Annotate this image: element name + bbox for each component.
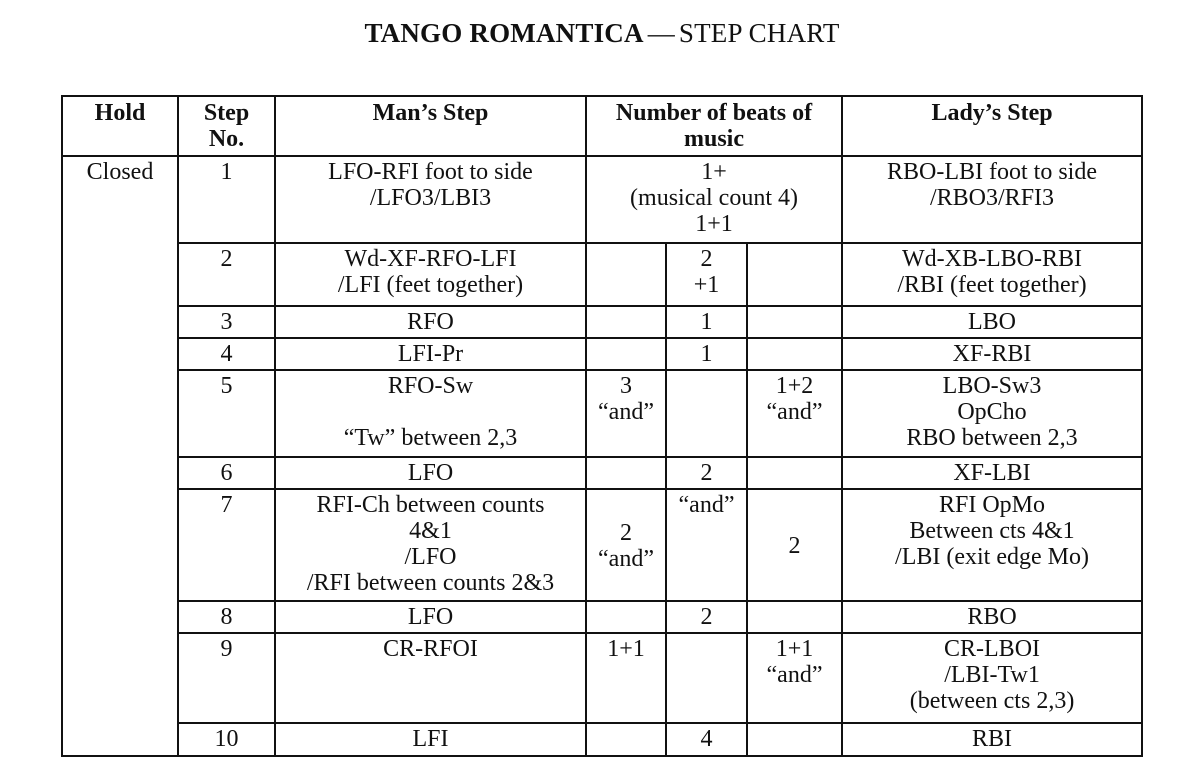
cell-line: RBO-LBI foot to side bbox=[887, 159, 1098, 185]
step-number-cell bbox=[178, 156, 275, 243]
cell-line: LBO-Sw3 bbox=[942, 373, 1042, 399]
ladys-step-cell bbox=[842, 633, 1142, 723]
cell-line: (musical count 4) bbox=[630, 185, 798, 211]
step-number: 4 bbox=[220, 341, 233, 367]
ladys-step-cell bbox=[842, 156, 1142, 243]
cell-line: /LFO3/LBI3 bbox=[369, 185, 492, 211]
ladys-step-cell bbox=[842, 306, 1142, 338]
beats-center-cell bbox=[666, 243, 747, 306]
cell-line: (between cts 2,3) bbox=[909, 688, 1075, 714]
cell-line: LFI-Pr bbox=[397, 341, 464, 367]
cell-line: “Tw” between 2,3 bbox=[343, 425, 518, 451]
step-number-cell bbox=[178, 633, 275, 723]
step-number-cell bbox=[178, 723, 275, 756]
beats-right-cell bbox=[747, 370, 842, 457]
header-row bbox=[62, 96, 1142, 156]
step-number: 10 bbox=[214, 726, 239, 752]
cell-line: “and” bbox=[678, 492, 735, 518]
beats-left-cell bbox=[586, 306, 666, 338]
cell-line: XF-RBI bbox=[952, 341, 1032, 367]
cell-line: CR-LBOI bbox=[944, 636, 1041, 662]
cell-line: CR-RFOI bbox=[383, 636, 478, 662]
beats-left-cell bbox=[586, 723, 666, 756]
cell-line: RFO bbox=[407, 309, 454, 335]
step-chart-table bbox=[61, 95, 1143, 757]
table-row bbox=[62, 601, 1142, 633]
cell-line: 1 bbox=[700, 309, 713, 335]
table-row bbox=[62, 723, 1142, 756]
beats-center-cell bbox=[666, 489, 747, 601]
step-number: 8 bbox=[220, 604, 233, 630]
step-number-cell bbox=[178, 338, 275, 370]
beats-right-cell bbox=[747, 723, 842, 756]
cell-line: 2 bbox=[700, 246, 713, 272]
mans-step-cell bbox=[275, 156, 586, 243]
beats-center-cell bbox=[666, 306, 747, 338]
step-number: 2 bbox=[220, 246, 233, 272]
cell-line: LFO bbox=[407, 604, 454, 630]
table-row bbox=[62, 370, 1142, 457]
beats-center-cell bbox=[666, 370, 747, 457]
ladys-step-cell bbox=[842, 601, 1142, 633]
beats-center-cell bbox=[666, 457, 747, 489]
cell-line: 1+1 bbox=[607, 636, 645, 662]
cell-line: “and” bbox=[766, 662, 823, 688]
cell-line: /LBI-Tw1 bbox=[944, 662, 1040, 688]
step-number-cell bbox=[178, 370, 275, 457]
cell-line: 2 bbox=[620, 519, 632, 546]
header-hold: Hold bbox=[62, 96, 178, 156]
step-number-cell bbox=[178, 489, 275, 601]
beats-right-cell bbox=[747, 601, 842, 633]
ladys-step-cell bbox=[842, 457, 1142, 489]
beats-center-cell bbox=[666, 338, 747, 370]
mans-step-cell bbox=[275, 601, 586, 633]
step-number: 6 bbox=[220, 460, 233, 486]
step-number: 1 bbox=[220, 159, 233, 185]
step-number: 7 bbox=[220, 492, 233, 518]
cell-line: /LBI (exit edge Mo) bbox=[895, 544, 1089, 570]
cell-line: /LFO bbox=[404, 544, 457, 570]
step-number: 3 bbox=[220, 309, 233, 335]
mans-step-cell bbox=[275, 306, 586, 338]
mans-step-cell bbox=[275, 243, 586, 306]
step-number: 9 bbox=[220, 636, 233, 662]
step-number-cell bbox=[178, 457, 275, 489]
ladys-step-cell bbox=[842, 243, 1142, 306]
title-separator: — bbox=[647, 18, 675, 48]
cell-line: /LFI (feet together) bbox=[337, 272, 524, 298]
cell-line: OpCho bbox=[957, 399, 1027, 425]
cell-line: XF-LBI bbox=[953, 460, 1031, 486]
mans-step-cell bbox=[275, 370, 586, 457]
cell-line: 1+2 bbox=[775, 373, 814, 399]
ladys-step-cell bbox=[842, 489, 1142, 601]
cell-line: “and” bbox=[598, 399, 654, 425]
table-row bbox=[62, 156, 1142, 243]
beats-left-cell bbox=[586, 243, 666, 306]
cell-line: 1 bbox=[700, 341, 713, 367]
ladys-step-cell bbox=[842, 370, 1142, 457]
header-ladys-step: Lady’s Step bbox=[842, 96, 1142, 156]
header-mans-step: Man’s Step bbox=[275, 96, 586, 156]
cell-line: /RBO3/RFI3 bbox=[930, 185, 1055, 211]
cell-line: RBI bbox=[972, 726, 1013, 752]
cell-line: Wd-XB-LBO-RBI bbox=[902, 246, 1082, 272]
beats-right-cell bbox=[747, 489, 842, 601]
beats-left-cell bbox=[586, 633, 666, 723]
header-step-no: Step No. bbox=[178, 96, 275, 156]
ladys-step-cell bbox=[842, 723, 1142, 756]
title-rest: STEP CHART bbox=[678, 18, 840, 48]
beats-right-cell bbox=[747, 633, 842, 723]
step-number-cell bbox=[178, 601, 275, 633]
table-row bbox=[62, 243, 1142, 306]
cell-line: LBO bbox=[968, 309, 1017, 335]
beats-right-cell bbox=[747, 243, 842, 306]
mans-step-cell bbox=[275, 633, 586, 723]
cell-line: 1+1 bbox=[695, 211, 733, 237]
chart-title bbox=[0, 18, 1204, 49]
cell-line: “and” bbox=[766, 399, 823, 425]
cell-line: RBO between 2,3 bbox=[906, 425, 1078, 451]
mans-step-cell bbox=[275, 338, 586, 370]
cell-line: 4&1 bbox=[409, 518, 452, 544]
cell-line: LFO-RFI foot to side bbox=[328, 159, 533, 185]
beats-left-cell bbox=[586, 338, 666, 370]
cell-line: 1+ bbox=[701, 159, 727, 185]
beats-left-cell bbox=[586, 457, 666, 489]
cell-line: LFI bbox=[412, 726, 449, 752]
cell-line: LFO bbox=[407, 460, 454, 486]
cell-line: Wd-XF-RFO-LFI bbox=[344, 246, 517, 272]
step-number-cell bbox=[178, 243, 275, 306]
cell-line: 4 bbox=[700, 726, 713, 752]
cell-line: Between cts 4&1 bbox=[909, 518, 1075, 544]
cell-line: “and” bbox=[598, 545, 654, 572]
cell-line: RFI OpMo bbox=[939, 492, 1046, 518]
beats-cell bbox=[586, 156, 842, 243]
step-number-cell bbox=[178, 306, 275, 338]
mans-step-cell bbox=[275, 457, 586, 489]
beats-left-cell bbox=[586, 489, 666, 601]
mans-step-cell bbox=[275, 489, 586, 601]
header-beats: Number of beats of music bbox=[586, 96, 842, 156]
ladys-step-cell bbox=[842, 338, 1142, 370]
hold-cell bbox=[62, 156, 178, 756]
beats-right-cell bbox=[747, 457, 842, 489]
cell-line: /RFI between counts 2&3 bbox=[306, 570, 555, 596]
cell-line: RFI-Ch between counts bbox=[316, 492, 545, 518]
table-row bbox=[62, 338, 1142, 370]
cell-line: 1+1 bbox=[775, 636, 814, 662]
mans-step-cell bbox=[275, 723, 586, 756]
table-row bbox=[62, 457, 1142, 489]
table-row bbox=[62, 306, 1142, 338]
beats-left-cell bbox=[586, 601, 666, 633]
beats-right-cell bbox=[747, 306, 842, 338]
title-bold: TANGO ROMANTICA bbox=[364, 18, 644, 48]
beats-center-cell bbox=[666, 723, 747, 756]
cell-line: RFO-Sw bbox=[387, 373, 474, 399]
beats-center-cell bbox=[666, 601, 747, 633]
beats-center-cell bbox=[666, 633, 747, 723]
cell-line: /RBI (feet together) bbox=[897, 272, 1087, 298]
cell-line: +1 bbox=[693, 272, 720, 298]
table-row bbox=[62, 633, 1142, 723]
cell-line: 2 bbox=[700, 460, 713, 486]
step-number: 5 bbox=[220, 373, 233, 399]
table-row bbox=[62, 489, 1142, 601]
cell-line: RBO bbox=[967, 604, 1017, 630]
beats-right-cell bbox=[747, 338, 842, 370]
beats-left-cell bbox=[586, 370, 666, 457]
hold-value: Closed bbox=[86, 159, 154, 185]
cell-line: 2 bbox=[700, 604, 713, 630]
cell-line: 2 bbox=[788, 532, 801, 559]
cell-line: 3 bbox=[620, 373, 632, 399]
